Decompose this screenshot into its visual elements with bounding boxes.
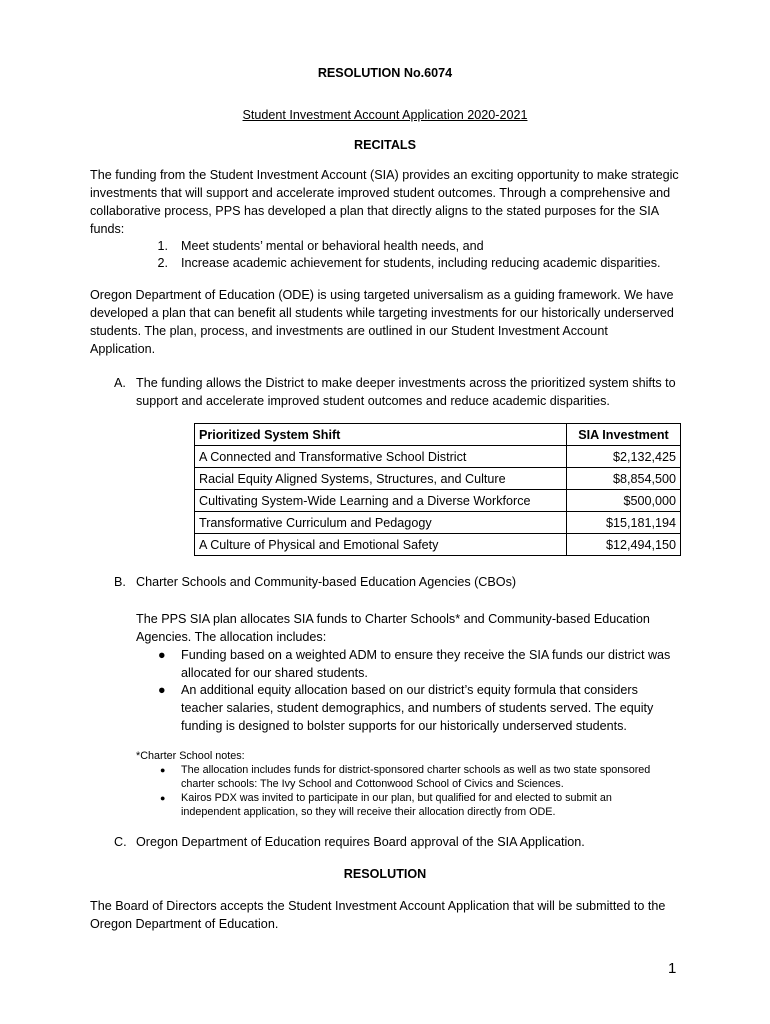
table-row [195, 446, 681, 468]
paragraph-line: Application. [90, 342, 156, 356]
paragraph-line: The funding allows the District to make deeper investments across the prioritized system shifts to [136, 376, 676, 390]
paragraph-line: collaborative process, PPS has developed a plan that directly aligns to the stated purposes for the SIA [90, 204, 660, 218]
notes-heading: *Charter School notes: [136, 750, 245, 762]
note-line: Kairos PDX was invited to participate in our plan, but qualified for and elected to submit an [181, 792, 612, 804]
paragraph-line: Oregon Department of Education (ODE) is using targeted universalism as a guiding framework. We have [90, 288, 674, 302]
bullet-line: allocated for our shared students. [181, 666, 368, 680]
paragraph-line: investments that will support and accelerate improved student outcomes. Through a comprehensive and [90, 186, 671, 200]
list-item: Increase academic achievement for students, including reducing academic disparities. [181, 256, 661, 270]
bullet-icon: ● [158, 683, 166, 697]
investment-cell: $2,132,425 [567, 446, 681, 468]
item-b-heading: Charter Schools and Community-based Education Agencies (CBOs) [136, 575, 517, 589]
paragraph-line: developed a plan that can benefit all students while targeting investments for our historically underserved [90, 306, 674, 320]
list-item: Meet students’ mental or behavioral health needs, and [181, 239, 484, 253]
table-row [195, 512, 681, 534]
paragraph-line: Oregon Department of Education. [90, 917, 279, 931]
shift-cell: Transformative Curriculum and Pedagogy [195, 512, 567, 534]
list-number: 2. [157, 256, 168, 270]
table-header-row [195, 424, 681, 446]
item-c-marker: C. [114, 835, 127, 849]
shift-cell: Racial Equity Aligned Systems, Structures, and Culture [195, 468, 567, 490]
table-row [195, 490, 681, 512]
item-b-marker: B. [114, 575, 126, 589]
item-c-text: Oregon Department of Education requires Board approval of the SIA Application. [136, 835, 585, 849]
header-sia-investment: SIA Investment [567, 424, 681, 446]
investment-cell: $8,854,500 [567, 468, 681, 490]
intro-paragraph [90, 166, 682, 238]
note-line: charter schools: The Ivy School and Cottonwood School of Civics and Sciences. [181, 778, 564, 790]
document-subtitle: Student Investment Account Application 2020-2021 [242, 108, 528, 122]
item-a-text [136, 374, 696, 410]
table-row [195, 534, 681, 556]
note-item [181, 763, 691, 791]
paragraph-line: The Board of Directors accepts the Student Investment Account Application that will be submitted to the [90, 899, 666, 913]
resolution-paragraph [90, 897, 682, 933]
bullet-icon: ● [158, 648, 166, 662]
note-line: The allocation includes funds for district-sponsored charter schools as well as two state sponsored [181, 764, 651, 776]
bullet-line: An additional equity allocation based on our district’s equity formula that considers [181, 683, 638, 697]
bullet-line: Funding based on a weighted ADM to ensure they receive the SIA funds our district was [181, 648, 671, 662]
page-number: 1 [668, 960, 677, 977]
paragraph-line: The PPS SIA plan allocates SIA funds to Charter Schools* and Community-based Education [136, 612, 650, 626]
shift-cell: A Culture of Physical and Emotional Safety [195, 534, 567, 556]
investment-cell: $15,181,194 [567, 512, 681, 534]
list-item [181, 646, 691, 682]
resolution-title: RESOLUTION No.6074 [317, 66, 453, 80]
header-system-shift: Prioritized System Shift [195, 424, 567, 446]
sia-investment-table [194, 423, 681, 556]
paragraph-line: support and accelerate improved student outcomes and reduce academic disparities. [136, 394, 610, 408]
shift-cell: A Connected and Transformative School District [195, 446, 567, 468]
bullet-icon: ● [160, 765, 166, 775]
bullet-line: teacher salaries, student demographics, and numbers of students served. The equity [181, 701, 654, 715]
note-line: independent application, so they will receive their allocation directly from ODE. [181, 806, 556, 818]
bullet-line: funding is designed to bolster supports for our historically underserved students. [181, 719, 627, 733]
resolution-heading: RESOLUTION [343, 867, 427, 881]
investment-cell: $12,494,150 [567, 534, 681, 556]
list-item [181, 681, 691, 735]
paragraph-line: students. The plan, process, and investments are outlined in our Student Investment Account [90, 324, 608, 338]
recitals-heading: RECITALS [353, 138, 417, 152]
bullet-icon: ● [160, 793, 166, 803]
shift-cell: Cultivating System-Wide Learning and a Diverse Workforce [195, 490, 567, 512]
paragraph-line: Agencies. The allocation includes: [136, 630, 327, 644]
table-row [195, 468, 681, 490]
item-b-paragraph [136, 610, 696, 646]
list-number: 1. [157, 239, 168, 253]
item-a-marker: A. [114, 376, 126, 390]
note-item [181, 791, 691, 819]
paragraph-line: funds: [90, 222, 125, 236]
ode-paragraph [90, 286, 682, 358]
paragraph-line: The funding from the Student Investment Account (SIA) provides an exciting opportunity to make strategic [90, 168, 679, 182]
investment-cell: $500,000 [567, 490, 681, 512]
